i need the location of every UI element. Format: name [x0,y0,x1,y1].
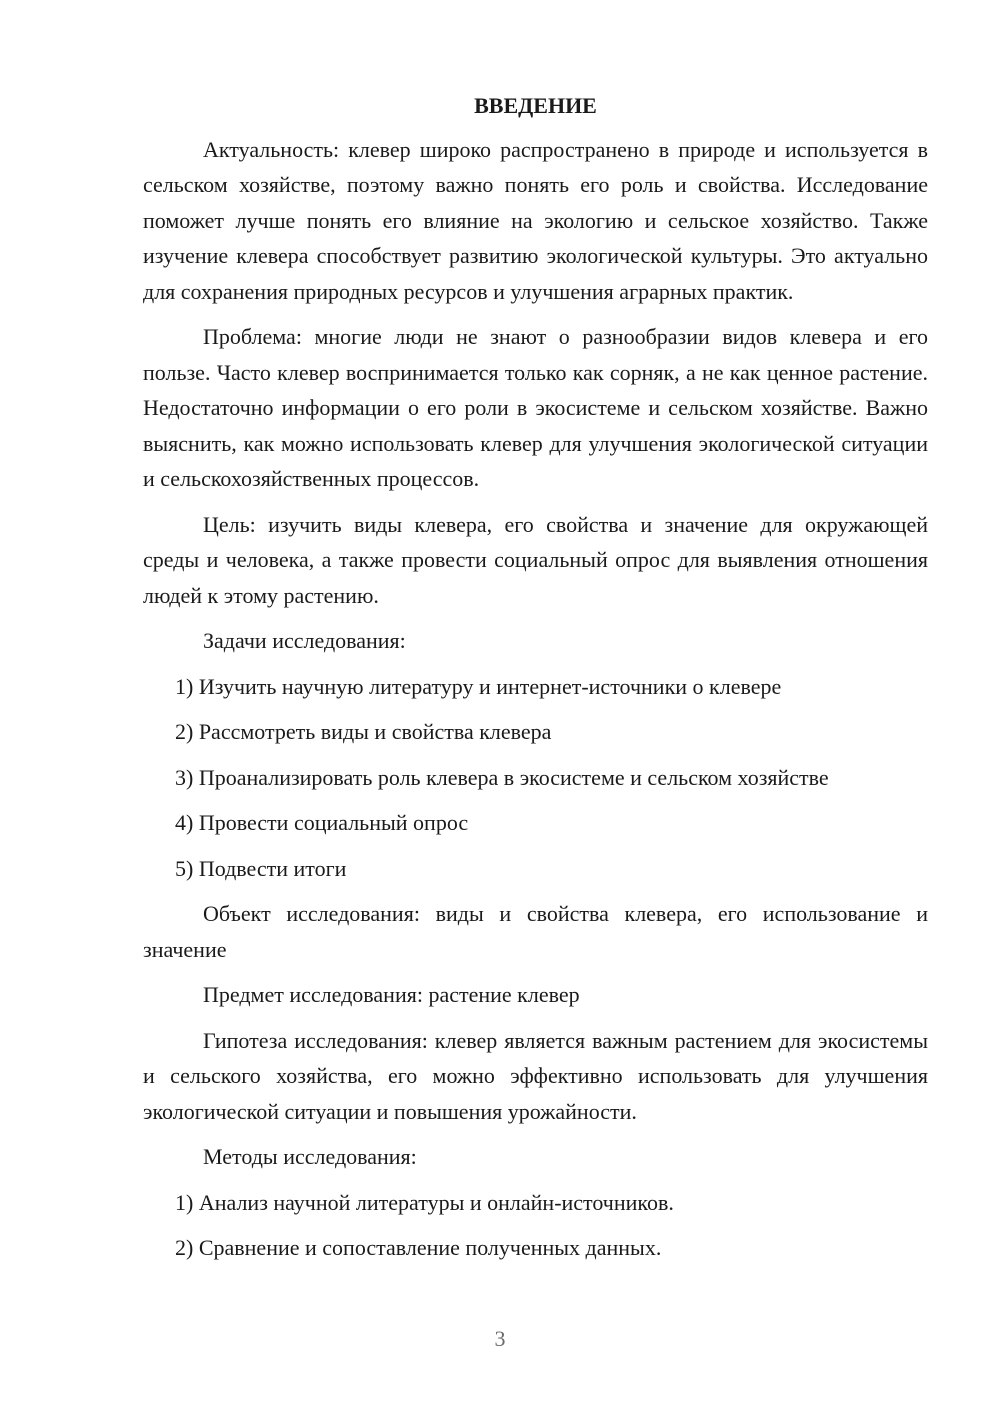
method-item: 1) Анализ научной литературы и онлайн-источников. [175,1189,674,1215]
methods-heading: Методы исследования: [203,1144,417,1169]
object-paragraph: Объект исследования: виды и свойства клевера, его использование и значение [143,901,928,962]
relevance-paragraph: Актуальность: клевер широко распространено в природе и используется в сельском хозяйстве, поэтому важно понять его роль и свойства. Исследование поможет лучше понять его влияние на экологию и сельское хозяйство. Также изучение клевера способствует развитию экологической культуры. Это актуально для сохранения природных ресурсов и улучшения аграрных практик. [143,136,928,304]
task-item: 3) Проанализировать роль клевера в экосистеме и сельском хозяйстве [175,764,829,790]
task-item: 4) Провести социальный опрос [175,810,469,835]
goal-paragraph: Цель: изучить виды клевера, его свойства и значение для окружающей среды и человека, а также провести социальный опрос для выявления отношения людей к этому растению. [143,511,928,608]
section-heading: ВВЕДЕНИЕ [474,93,597,118]
method-item: 2) Сравнение и сопоставление полученных данных. [175,1235,662,1260]
hypothesis-paragraph: Гипотеза исследования: клевер является важным растением для экосистемы и сельского хозяйства, его можно эффективно использовать для улучшения экологической ситуации и повышения урожайности. [143,1027,928,1124]
document-page [143,88,928,1276]
subject-paragraph: Предмет исследования: растение клевер [203,982,580,1007]
problem-paragraph: Проблема: многие люди не знают о разнообразии видов клевера и его пользе. Часто клевер воспринимается только как сорняк, а не как ценное растение. Недостаточно информации о его роли в экосистеме и сельском хозяйстве. Важно выяснить, как можно использовать клевер для улучшения экологической ситуации и сельскохозяйственных процессов. [143,324,928,491]
task-item: 2) Рассмотреть виды и свойства клевера [175,719,552,744]
task-item: 5) Подвести итоги [175,855,347,881]
task-item: 1) Изучить научную литературу и интернет-источники о клевере [175,673,782,699]
page-number: 3 [494,1326,506,1351]
tasks-heading: Задачи исследования: [203,628,406,653]
